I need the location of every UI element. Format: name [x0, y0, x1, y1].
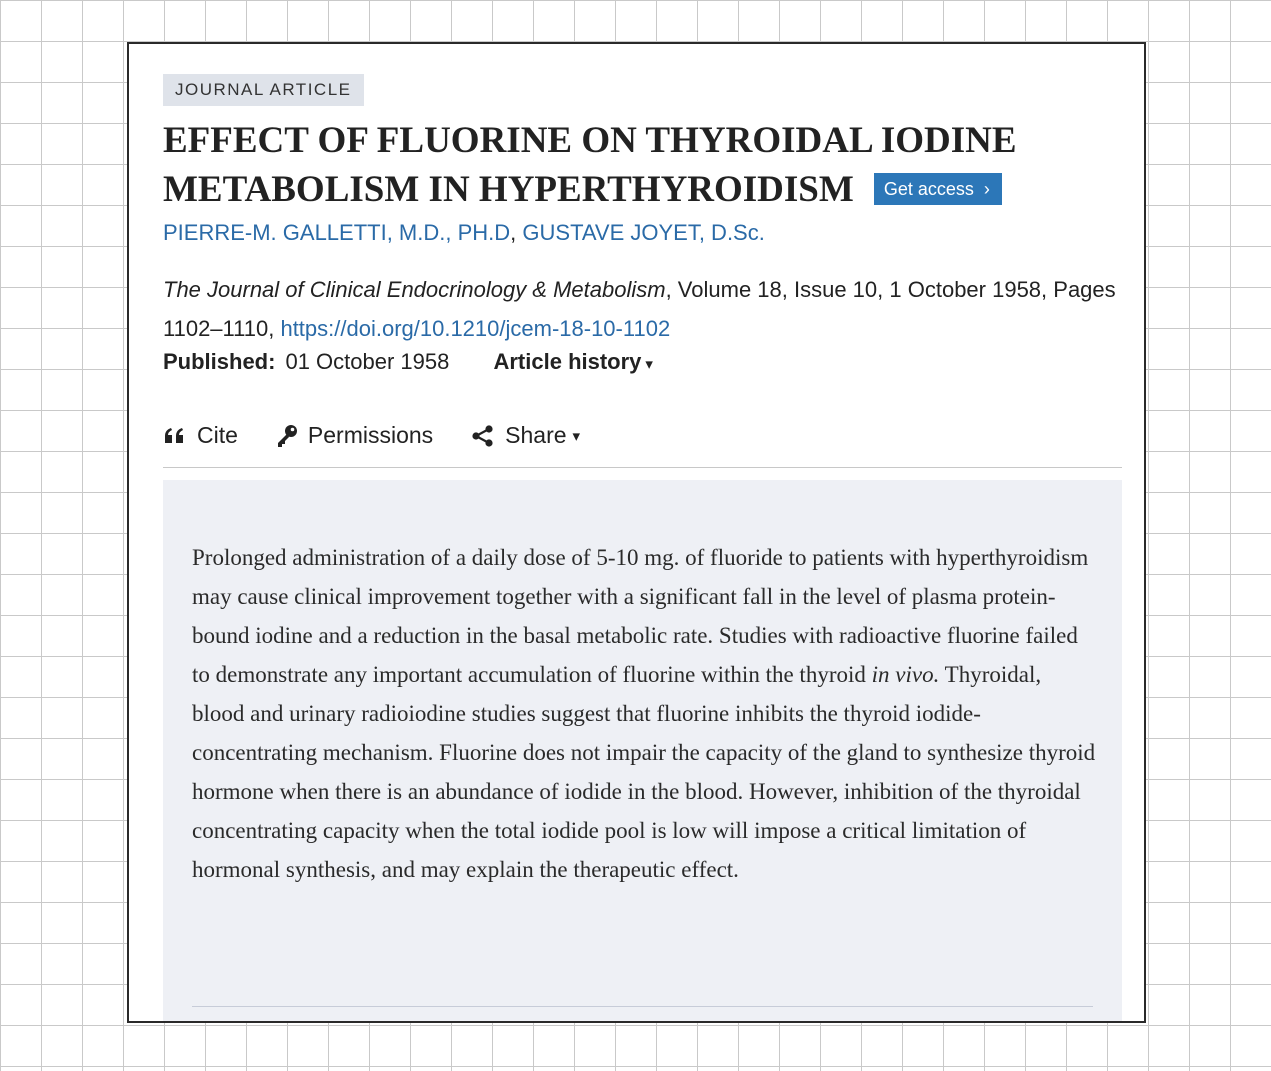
- divider: [163, 467, 1122, 468]
- author-list: [163, 220, 765, 246]
- author-separator: ,: [510, 220, 523, 245]
- title-line-2-text: METABOLISM IN HYPERTHYROIDISM: [163, 169, 854, 210]
- abstract-panel: [163, 480, 1122, 1023]
- article-history-label: Article history: [493, 349, 642, 374]
- journal-name[interactable]: The Journal of Clinical Endocrinology & Metabolism: [163, 277, 666, 302]
- author-link[interactable]: GUSTAVE JOYET, D.Sc.: [522, 220, 765, 245]
- quote-icon: [163, 427, 187, 445]
- doi-link[interactable]: https://doi.org/10.1210/jcem-18-10-1102: [280, 316, 671, 341]
- share-icon: [471, 425, 495, 447]
- title-line-2: [163, 165, 1103, 214]
- article-title: [163, 116, 1103, 214]
- citation-details: , Volume 18, Issue 10, 1 October 1958, Pages 1102–1110,: [163, 277, 1116, 341]
- key-icon: [276, 424, 298, 448]
- article-toolbar: [163, 422, 618, 449]
- citation: [163, 270, 1123, 348]
- abstract-italic: in vivo.: [871, 662, 940, 687]
- abstract-text: [192, 538, 1097, 889]
- article-card: [127, 42, 1146, 1023]
- get-access-button[interactable]: [874, 173, 1002, 205]
- publication-info: [163, 349, 653, 375]
- abstract-text-part: Thyroidal, blood and urinary radioiodine studies suggest that fluorine inhibits the thyroid iodide-concentrating mechanism. Fluorine does not impair the capacity of the gland to synthesize thyroid hormone when there is an abundance of iodide in the blood. However, inhibition of the thyroidal concentrating capacity when the total iodide pool is low will impose a critical limitation of hormonal synthesis, and may explain the therapeutic effect.: [192, 662, 1096, 882]
- share-label: Share: [505, 422, 567, 448]
- published-label: Published:: [163, 349, 276, 374]
- share-button[interactable]: [471, 422, 580, 449]
- cite-label: Cite: [197, 422, 238, 448]
- published-date: 01 October 1958: [285, 349, 450, 374]
- caret-down-icon: ▾: [645, 356, 653, 373]
- cite-button[interactable]: [163, 422, 238, 449]
- divider: [192, 1006, 1093, 1007]
- article-type-tag: JOURNAL ARTICLE: [163, 74, 364, 106]
- permissions-button[interactable]: [276, 422, 433, 449]
- chevron-right-icon: ›: [983, 179, 990, 199]
- abstract-text-part: Prolonged administration of a daily dose of 5-10 mg. of fluoride to patients with hyperthyroidism may cause clinical improvement together with a significant fall in the level of plasma protein-bound iodine and a reduction in the basal metabolic rate. Studies with radioactive fluorine failed to demonstrate any important accumulation of fluorine within the thyroid: [192, 545, 1089, 687]
- author-link[interactable]: PIERRE-M. GALLETTI, M.D., PH.D: [163, 220, 511, 245]
- caret-down-icon: ▾: [572, 427, 581, 445]
- permissions-label: Permissions: [307, 422, 434, 448]
- get-access-label: Get access: [883, 179, 974, 199]
- article-history-toggle[interactable]: [493, 349, 652, 374]
- title-line-1: EFFECT OF FLUORINE ON THYROIDAL IODINE: [163, 120, 1017, 161]
